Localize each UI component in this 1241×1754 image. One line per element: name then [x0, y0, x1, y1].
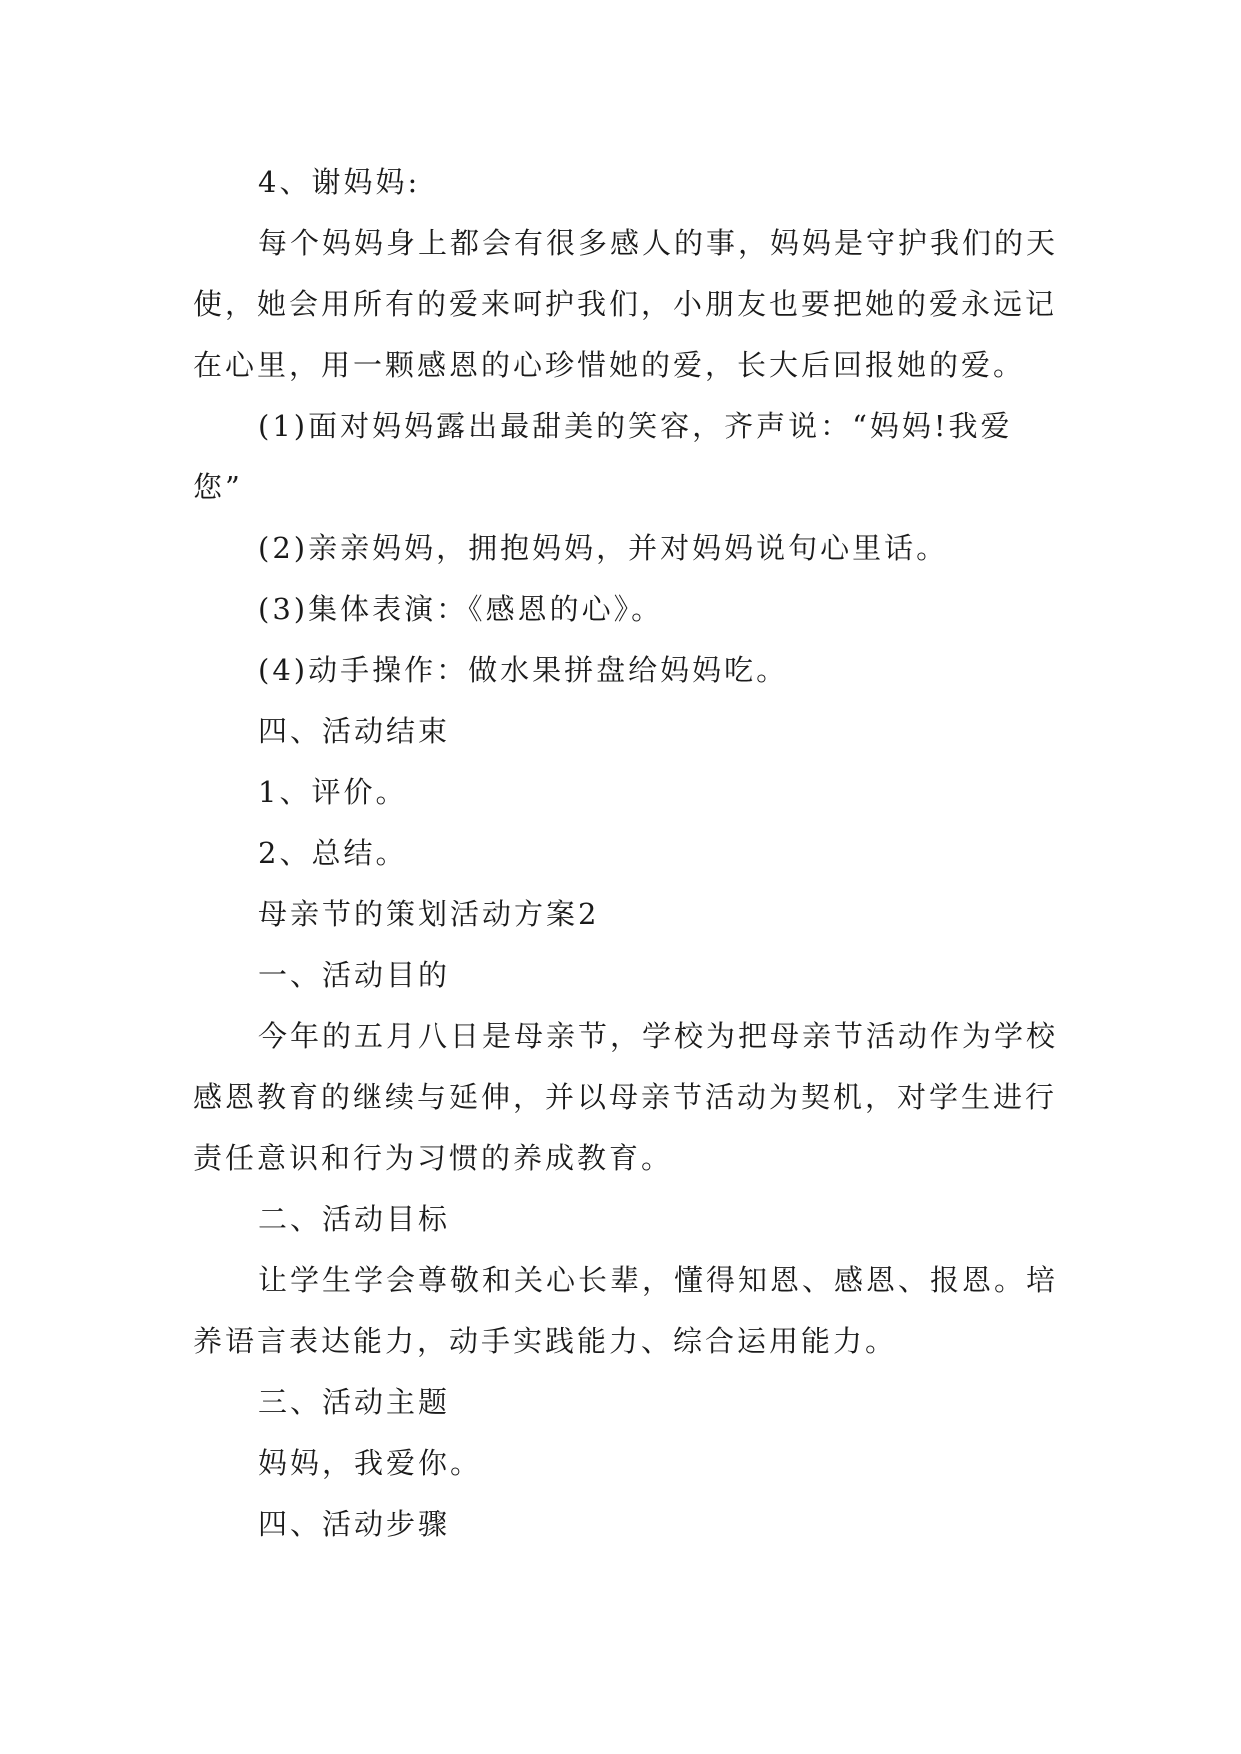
- paragraph-summary: 2、总结。: [258, 836, 408, 870]
- paragraph-purpose: 今年的五月八日是母亲节，学校为把母亲节活动作为学校感恩教育的继续与延伸，并以母亲节活动为契机，对学生进行责任意识和行为习惯的养成教育。: [193, 1019, 1059, 1175]
- section-heading-activity-end: 四、活动结束: [258, 714, 451, 748]
- paragraph-theme: 妈妈，我爱你。: [258, 1446, 483, 1480]
- section-heading-theme: 三、活动主题: [258, 1385, 451, 1419]
- paragraph-step-1: (1)面对妈妈露出最甜美的笑容，齐声说：“妈妈!我爱您”: [193, 409, 1013, 504]
- paragraph-step-3: (3)集体表演：《感恩的心》。: [258, 592, 664, 626]
- paragraph-step-2: (2)亲亲妈妈，拥抱妈妈，并对妈妈说句心里话。: [258, 531, 949, 565]
- paragraph-evaluate: 1、评价。: [258, 775, 408, 809]
- section-heading-steps: 四、活动步骤: [258, 1507, 451, 1541]
- plan-2-title: 母亲节的策划活动方案2: [258, 897, 600, 931]
- paragraph-step-4: (4)动手操作：做水果拼盘给妈妈吃。: [258, 653, 789, 687]
- section-heading-goals: 二、活动目标: [258, 1202, 451, 1236]
- paragraph-mom-angel: 每个妈妈身上都会有很多感人的事，妈妈是守护我们的天使，她会用所有的爱来呵护我们，小朋友也要把她的爱永远记在心里，用一颗感恩的心珍惜她的爱，长大后回报她的爱。: [193, 226, 1059, 382]
- section-heading-purpose: 一、活动目的: [258, 958, 451, 992]
- paragraph-thank-mom-heading: 4、谢妈妈:: [258, 165, 421, 199]
- paragraph-goals: 让学生学会尊敬和关心长辈，懂得知恩、感恩、报恩。培养语言表达能力，动手实践能力、综合运用能力。: [193, 1263, 1059, 1358]
- document-body: [193, 152, 1058, 1555]
